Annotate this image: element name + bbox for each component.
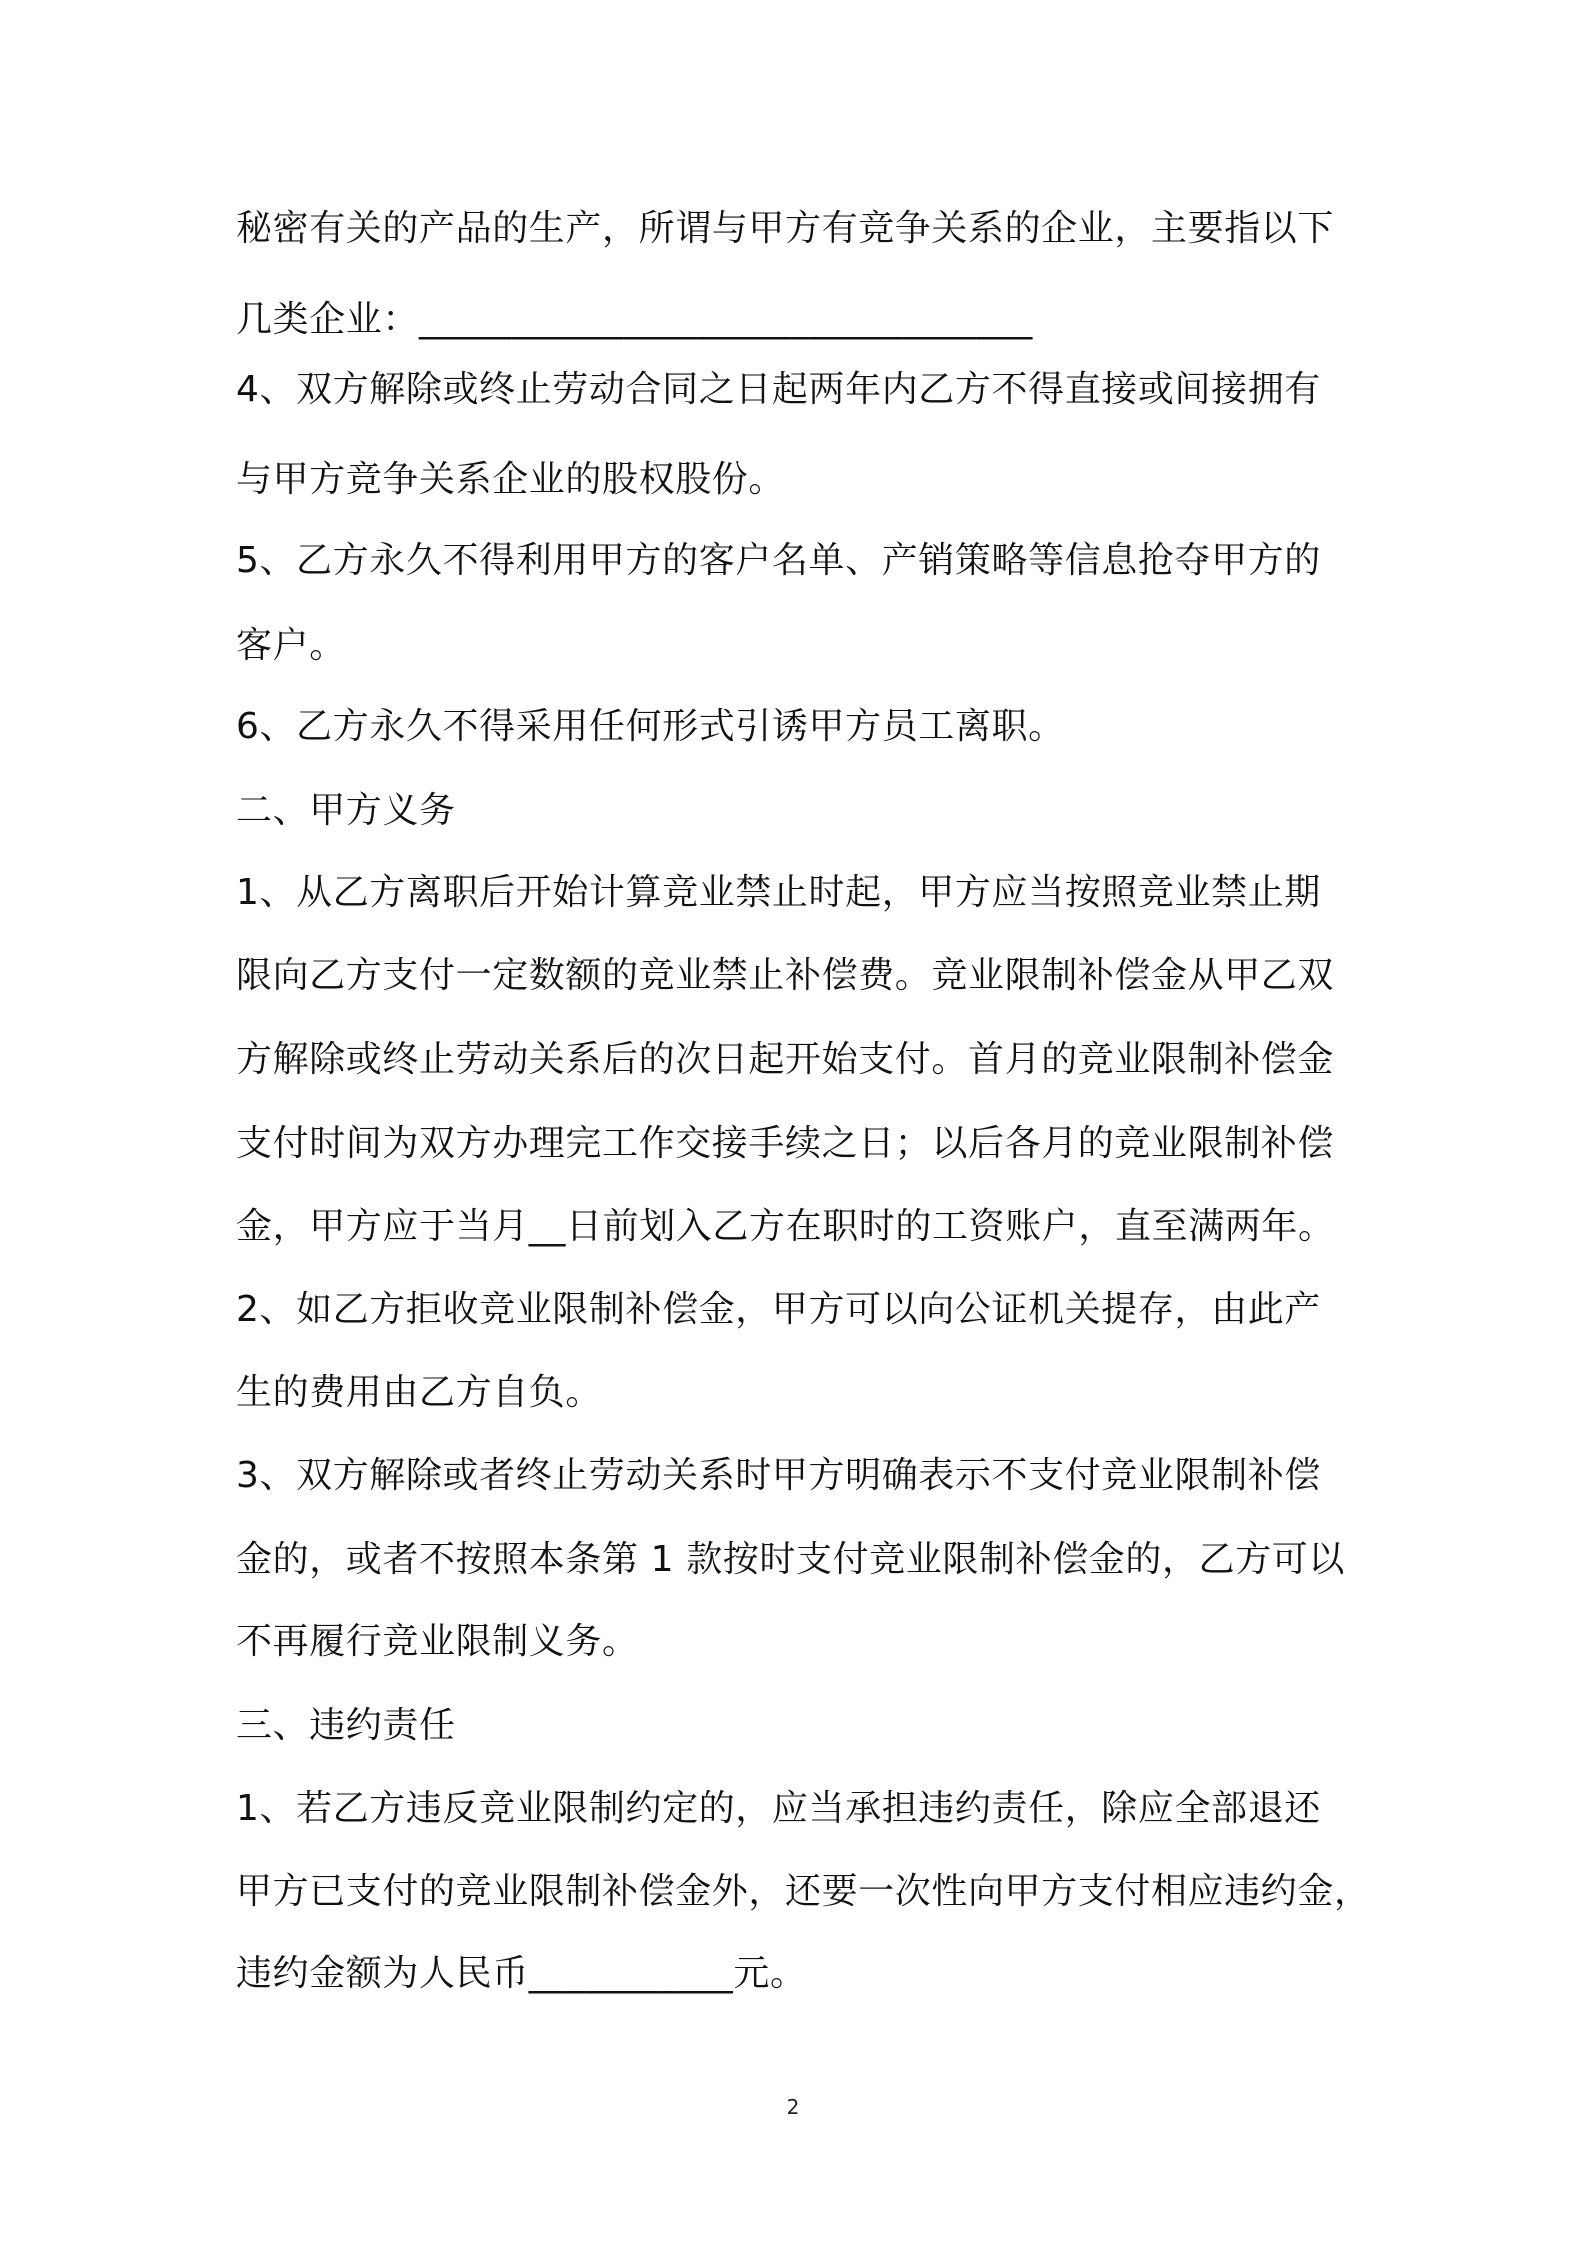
text-line: 方解除或终止劳动关系后的次日起开始支付。首月的竞业限制补偿金: [236, 1039, 1335, 1080]
text-line: 1、若乙方违反竞业限制约定的，应当承担违约责任，除应全部退还: [236, 1788, 1321, 1829]
text-line: 金的，或者不按照本条第 1 款按时支付竞业限制补偿金的，乙方可以: [236, 1539, 1345, 1580]
text-line: 1、从乙方离职后开始计算竞业禁止时起，甲方应当按照竞业禁止期: [236, 872, 1321, 913]
text-line: 生的费用由乙方自负。: [236, 1372, 603, 1413]
section-heading: 三、违约责任: [236, 1705, 456, 1746]
text-line: 金，甲方应于当月__日前划入乙方在职时的工资账户，直至满两年。: [236, 1206, 1335, 1247]
text-line: 3、双方解除或者终止劳动关系时甲方明确表示不支付竞业限制补偿: [236, 1455, 1321, 1496]
text-line: 4、双方解除或终止劳动合同之日起两年内乙方不得直接或间接拥有: [236, 369, 1321, 410]
section-heading: 二、甲方义务: [236, 790, 456, 831]
text-line: 支付时间为双方办理完工作交接手续之日；以后各月的竞业限制补偿: [236, 1123, 1335, 1164]
text-line: 违约金额为人民币___________元。: [236, 1953, 807, 1994]
text-line: 限向乙方支付一定数额的竞业禁止补偿费。竞业限制补偿金从甲乙双: [236, 955, 1335, 996]
text-line: 几类企业：_________________________________: [236, 299, 1033, 340]
text-line: 秘密有关的产品的生产，所谓与甲方有竞争关系的企业，主要指以下: [236, 208, 1335, 249]
text-line: 甲方已支付的竞业限制补偿金外，还要一次性向甲方支付相应违约金，: [236, 1871, 1371, 1912]
text-line: 与甲方竞争关系企业的股权股份。: [236, 459, 786, 500]
text-line: 5、乙方永久不得利用甲方的客户名单、产销策略等信息抢夺甲方的: [236, 540, 1321, 581]
text-line: 不再履行竞业限制义务。: [236, 1621, 639, 1662]
page-number: 2: [786, 2095, 800, 2119]
text-line: 客户。: [236, 625, 346, 666]
text-line: 2、如乙方拒收竞业限制补偿金，甲方可以向公证机关提存，由此产: [236, 1289, 1321, 1330]
text-line: 6、乙方永久不得采用任何形式引诱甲方员工离职。: [236, 706, 1065, 747]
